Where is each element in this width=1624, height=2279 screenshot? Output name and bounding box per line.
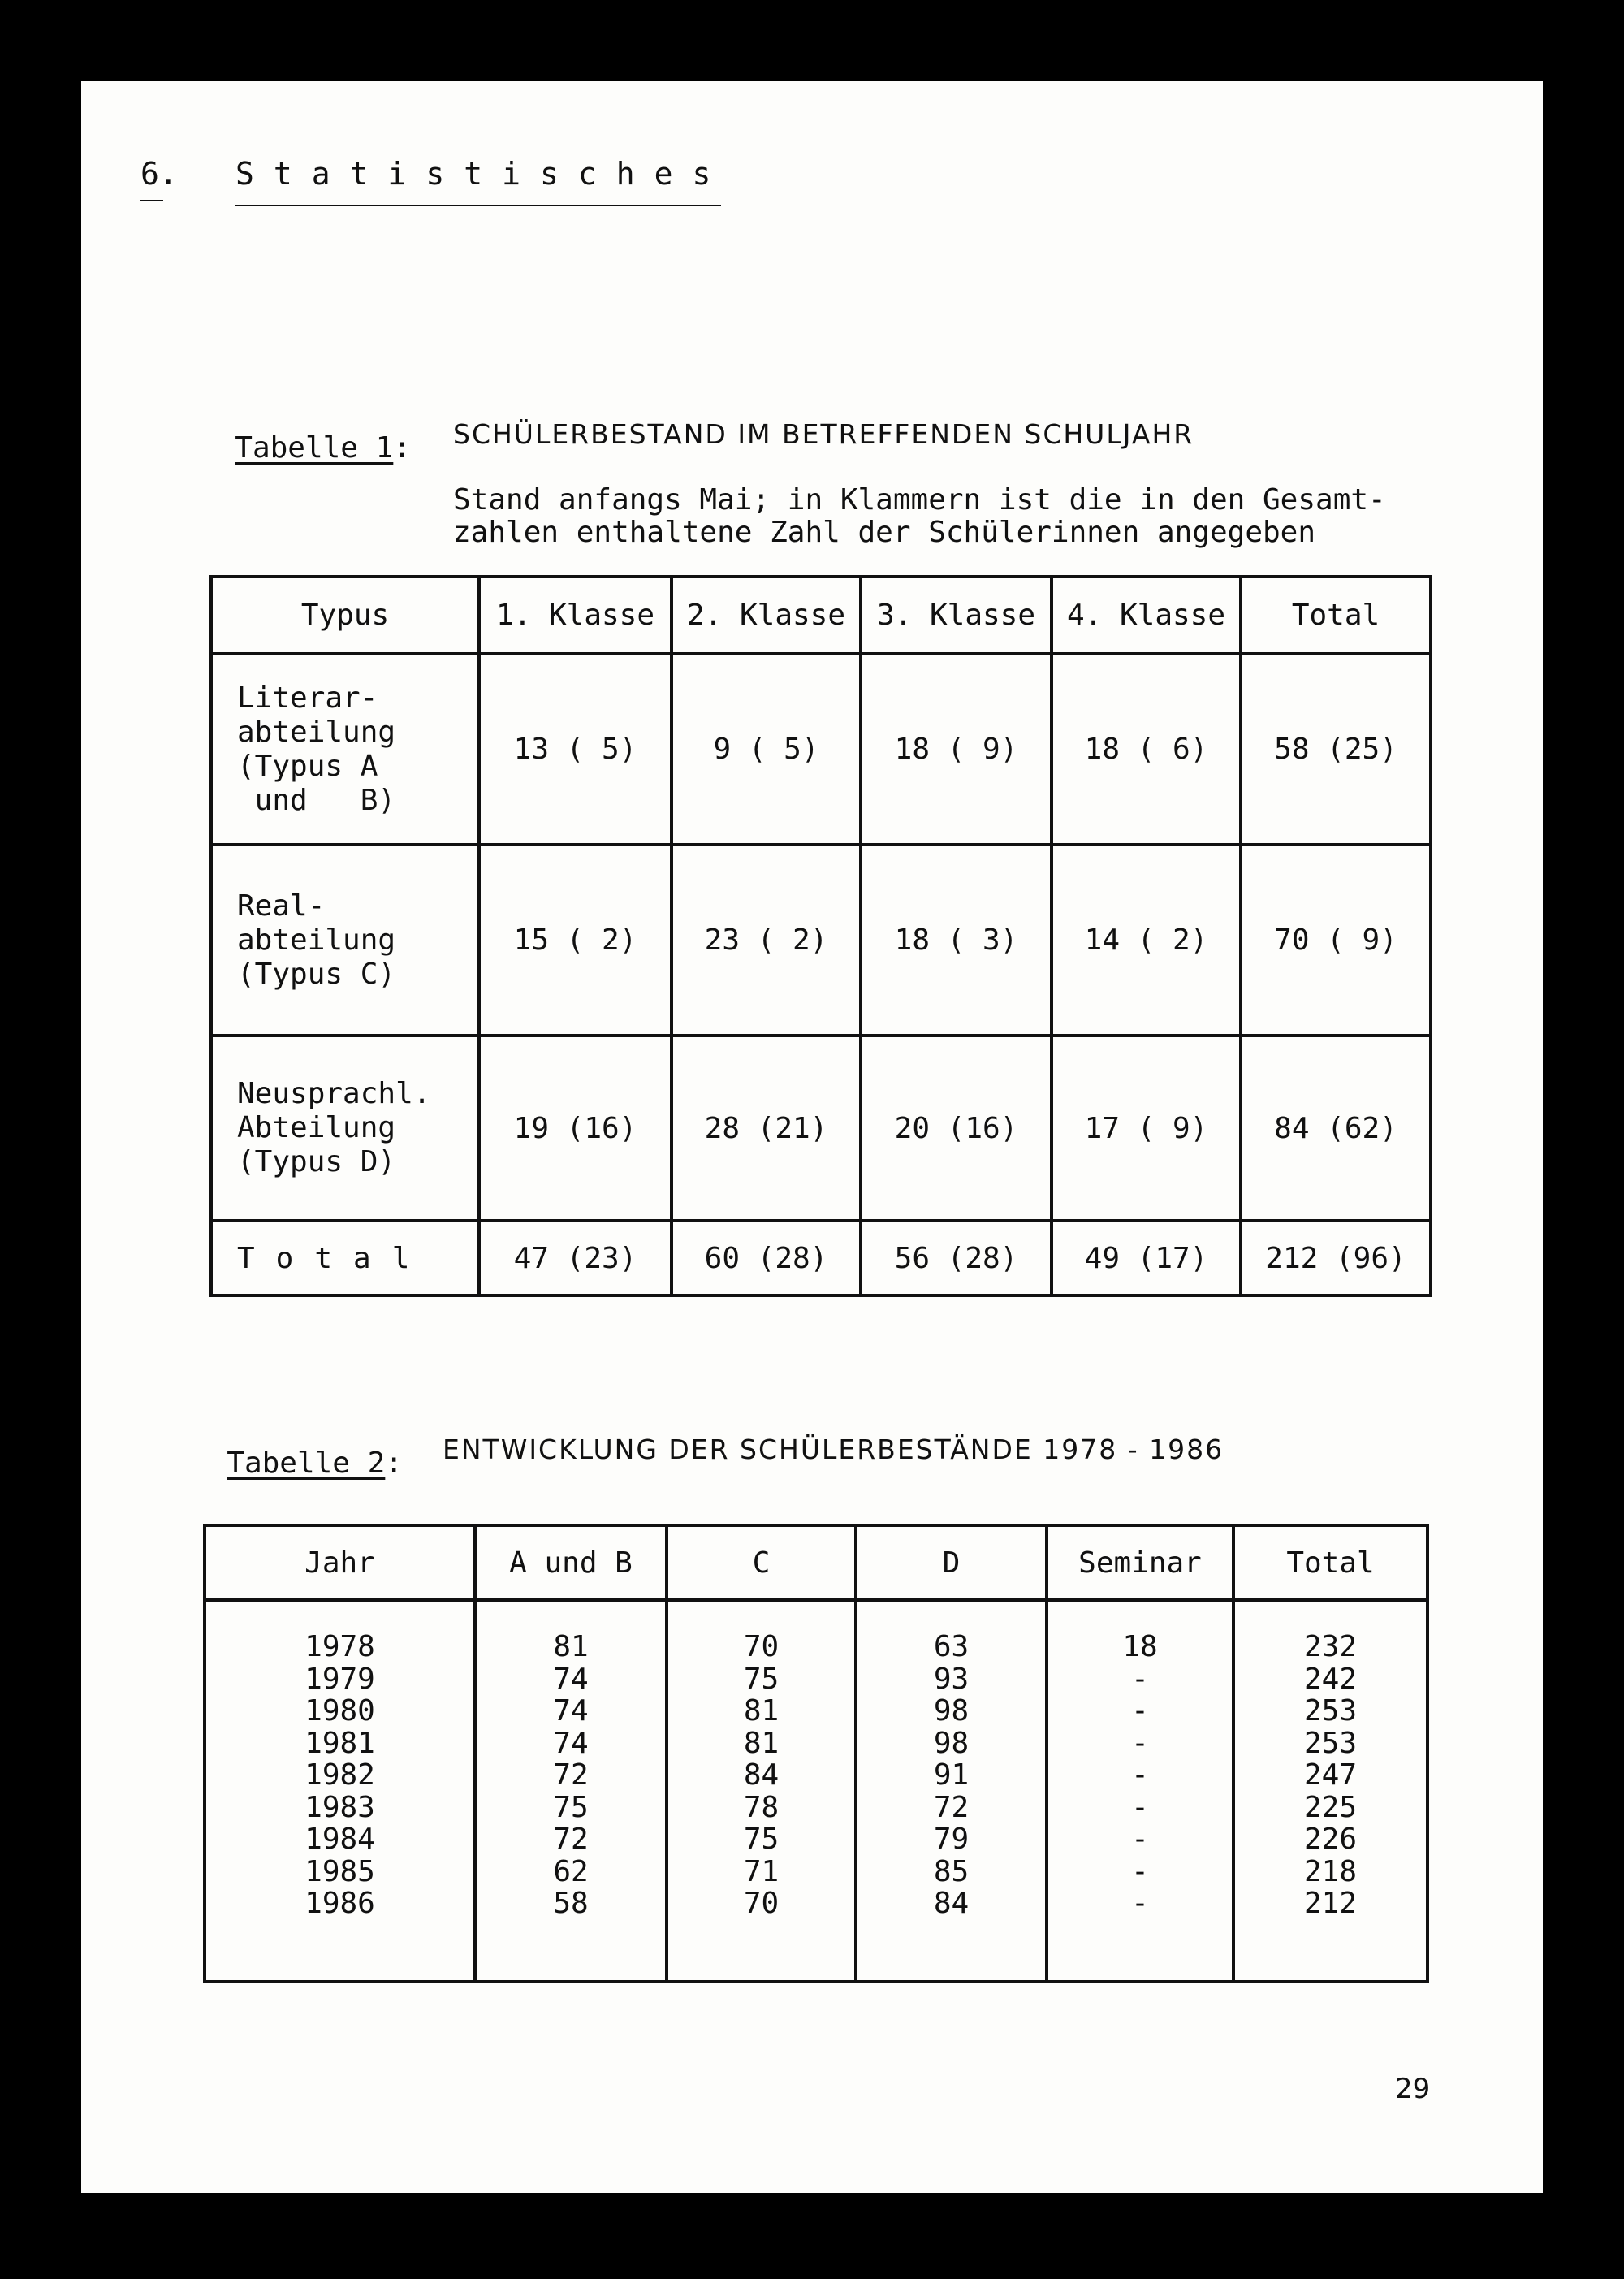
- table1-total-cell: 49 (17): [1052, 1221, 1241, 1295]
- table2-header-cell: D: [856, 1525, 1047, 1600]
- table1: [209, 575, 1432, 1297]
- table1-cell: 20 (16): [861, 1036, 1052, 1221]
- table2-column-total: [1233, 1600, 1427, 1982]
- table1-total-cell: 212 (96): [1241, 1221, 1431, 1295]
- table2-cell: -: [1131, 1887, 1149, 1920]
- table2-cell: 98: [933, 1694, 970, 1728]
- table1-cell: 58 (25): [1241, 654, 1431, 845]
- table2-cell: 71: [743, 1854, 780, 1888]
- table2-cell: 218: [1303, 1854, 1358, 1888]
- table2-cell: 1980: [304, 1694, 375, 1728]
- table1-caption: SCHÜLERBESTAND IM BETREFFENDEN SCHULJAHR: [453, 418, 1194, 450]
- table1-header-cell: 3. Klasse: [861, 577, 1052, 654]
- table1-note-line2: zahlen enthaltene Zahl der Schülerinnen angegeben: [453, 516, 1316, 549]
- table2-cell: 62: [553, 1854, 589, 1888]
- section-number: 6.: [140, 156, 178, 192]
- table1-note-line1: Stand anfangs Mai; in Klammern ist die in den Gesamt-: [453, 483, 1386, 517]
- table2-cell: 72: [553, 1758, 589, 1792]
- table1-typus-cell: [211, 1036, 479, 1221]
- table1-row: [211, 1036, 1431, 1221]
- section-title: Statistisches: [235, 156, 731, 192]
- table2-cell: -: [1131, 1854, 1149, 1888]
- table1-typus-cell: [211, 845, 479, 1036]
- table1-total-cell: 56 (28): [861, 1221, 1052, 1295]
- table2-column-seminar: [1047, 1600, 1233, 1982]
- table2-cell: 1986: [304, 1887, 375, 1920]
- table2-header-row: [205, 1525, 1427, 1600]
- typus-line: (Typus D): [237, 1145, 396, 1178]
- table2-cell: 75: [743, 1823, 780, 1856]
- table2-cell: 247: [1303, 1758, 1358, 1792]
- table2-cell: 58: [553, 1887, 589, 1920]
- table1-header-row: [211, 577, 1431, 654]
- table2-cell: 74: [553, 1694, 589, 1728]
- table2-header-cell: C: [667, 1525, 856, 1600]
- table2-cell: 75: [553, 1790, 589, 1824]
- table1-cell: 17 ( 9): [1052, 1036, 1241, 1221]
- table2-cell: 74: [553, 1726, 589, 1760]
- table1-row: [211, 654, 1431, 845]
- section-title-underline: [235, 205, 721, 206]
- table1-cell: 18 ( 3): [861, 845, 1052, 1036]
- table2-body-row: [205, 1600, 1427, 1982]
- table2-cell: 253: [1303, 1726, 1358, 1760]
- table2-cell: 81: [743, 1726, 780, 1760]
- table1-total-cell: 47 (23): [479, 1221, 672, 1295]
- table2-cell: -: [1131, 1823, 1149, 1856]
- page-number: 29: [1395, 2073, 1431, 2105]
- table2-cell: 85: [933, 1854, 970, 1888]
- table1-header-cell: 1. Klasse: [479, 577, 672, 654]
- table2-caption: ENTWICKLUNG DER SCHÜLERBESTÄNDE 1978 - 1986: [443, 1434, 1224, 1465]
- table2-column-d: [856, 1600, 1047, 1982]
- table1-total-cell: 60 (28): [672, 1221, 861, 1295]
- table2-cell: 225: [1303, 1790, 1358, 1824]
- table1-cell: 9 ( 5): [672, 654, 861, 845]
- table2-cell: 75: [743, 1662, 780, 1696]
- table2-cell: -: [1131, 1694, 1149, 1728]
- table1-cell: 18 ( 6): [1052, 654, 1241, 845]
- table2-cell: -: [1131, 1790, 1149, 1824]
- typus-line: und B): [237, 783, 396, 817]
- table1-cell: 14 ( 2): [1052, 845, 1241, 1036]
- table2-cell: 72: [933, 1790, 970, 1824]
- table2-cell: 1978: [304, 1630, 375, 1663]
- typus-line: (Typus C): [237, 957, 396, 991]
- table1-cell: 15 ( 2): [479, 845, 672, 1036]
- table2-cell: 70: [743, 1887, 780, 1920]
- table2-cell: 74: [553, 1662, 589, 1696]
- table1-cell: 13 ( 5): [479, 654, 672, 845]
- table2-colon: :: [385, 1447, 404, 1480]
- table2-cell: 1979: [304, 1662, 375, 1696]
- typus-line: abteilung: [237, 715, 396, 749]
- table2-cell: 232: [1303, 1630, 1358, 1663]
- table2-cell: -: [1131, 1662, 1149, 1696]
- table1-header-cell: Typus: [211, 577, 479, 654]
- table1-total-row: [211, 1221, 1431, 1295]
- table1-cell: 70 ( 9): [1241, 845, 1431, 1036]
- table2-column-a-und-b: [475, 1600, 667, 1982]
- table2-header-cell: A und B: [475, 1525, 667, 1600]
- table2-cell: 84: [743, 1758, 780, 1792]
- table1-header-cell: 2. Klasse: [672, 577, 861, 654]
- typus-line: Abteilung: [237, 1111, 396, 1144]
- table2-cell: 226: [1303, 1823, 1358, 1856]
- table2-heading: [211, 1431, 403, 1480]
- table1-cell: 19 (16): [479, 1036, 672, 1221]
- typus-line: Literar-: [237, 681, 378, 715]
- table2-cell: 70: [743, 1630, 780, 1663]
- table2-header-cell: Total: [1233, 1525, 1427, 1600]
- table2-cell: 98: [933, 1726, 970, 1760]
- table2-cell: 81: [553, 1630, 589, 1663]
- table2-cell: 18: [1122, 1630, 1158, 1663]
- table1-total-label: Total: [211, 1221, 479, 1295]
- table2-cell: 242: [1303, 1662, 1358, 1696]
- table2-cell: 212: [1303, 1887, 1358, 1920]
- typus-line: (Typus A: [237, 749, 378, 783]
- table1-row: [211, 845, 1431, 1036]
- typus-line: Neusprachl.: [237, 1077, 431, 1110]
- table2-column-jahr: [205, 1600, 475, 1982]
- table2-cell: 253: [1303, 1694, 1358, 1728]
- table1-cell: 28 (21): [672, 1036, 861, 1221]
- table2-label: Tabelle 2: [227, 1447, 386, 1480]
- table2: [203, 1524, 1429, 1983]
- table1-cell: 23 ( 2): [672, 845, 861, 1036]
- table2-cell: 78: [743, 1790, 780, 1824]
- table2-cell: 1984: [304, 1823, 375, 1856]
- table2-cell: 63: [933, 1630, 970, 1663]
- table2-cell: 79: [933, 1823, 970, 1856]
- table1-header-cell: 4. Klasse: [1052, 577, 1241, 654]
- table1-colon: :: [393, 431, 412, 465]
- table1-typus-cell: [211, 654, 479, 845]
- table2-cell: 91: [933, 1758, 970, 1792]
- table2-cell: 84: [933, 1887, 970, 1920]
- table2-cell: -: [1131, 1726, 1149, 1760]
- table1-header-cell: Total: [1241, 577, 1431, 654]
- table2-header-cell: Seminar: [1047, 1525, 1233, 1600]
- table2-cell: 1983: [304, 1790, 375, 1824]
- table2-cell: 1981: [304, 1726, 375, 1760]
- table2-cell: 72: [553, 1823, 589, 1856]
- typus-line: Real-: [237, 889, 326, 923]
- table2-header-cell: Jahr: [205, 1525, 475, 1600]
- table2-cell: 93: [933, 1662, 970, 1696]
- typus-line: abteilung: [237, 923, 396, 957]
- section-number-underline: [140, 200, 163, 201]
- table2-cell: 1985: [304, 1854, 375, 1888]
- table1-label: Tabelle 1: [235, 431, 394, 465]
- table2-cell: 81: [743, 1694, 780, 1728]
- table2-column-c: [667, 1600, 856, 1982]
- table1-heading: [219, 416, 411, 465]
- table2-cell: 1982: [304, 1758, 375, 1792]
- table2-cell: -: [1131, 1758, 1149, 1792]
- table1-cell: 18 ( 9): [861, 654, 1052, 845]
- table1-cell: 84 (62): [1241, 1036, 1431, 1221]
